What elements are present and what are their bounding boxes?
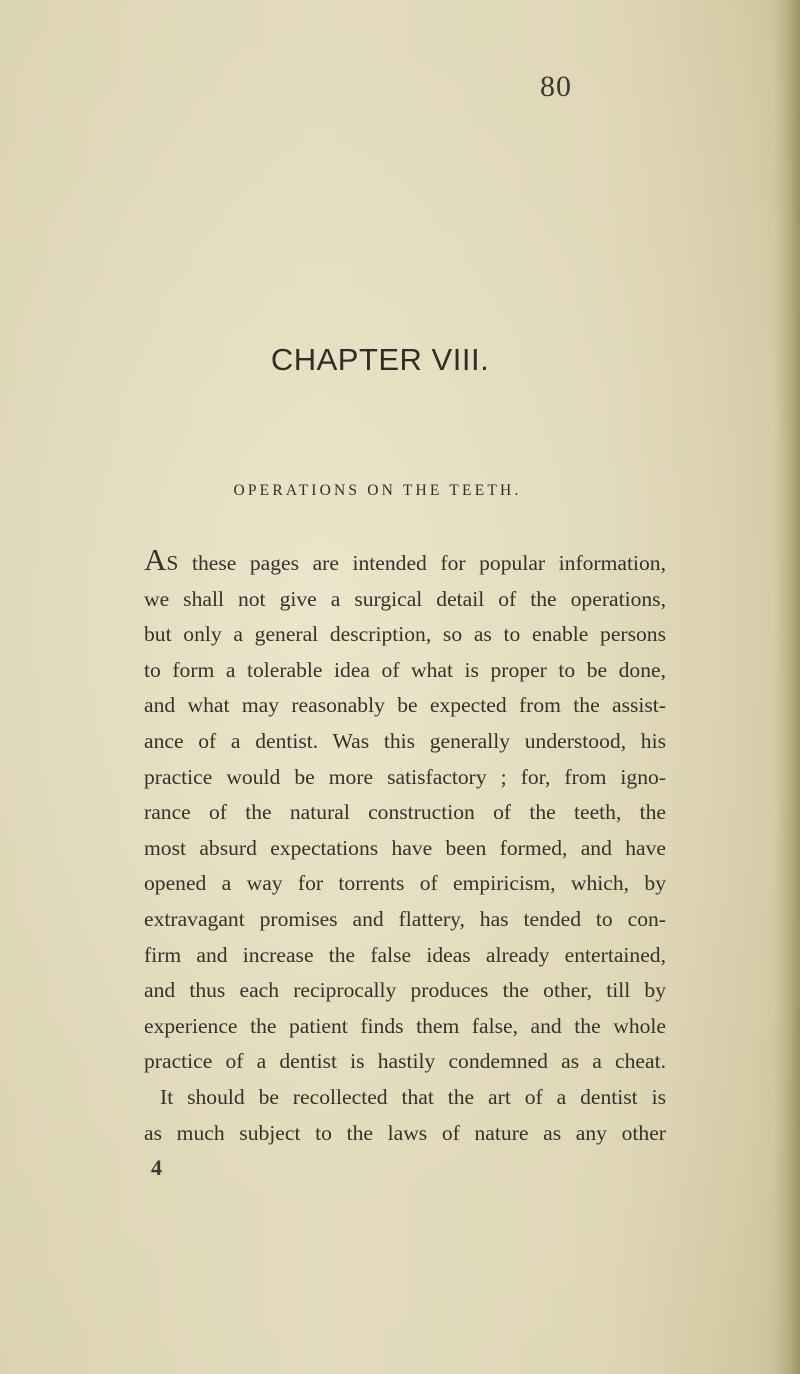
- text-line: and what may reasonably be expected from the assist-: [144, 693, 666, 718]
- text-line: ance of a dentist. Was this generally understood, his: [144, 728, 666, 753]
- text-line: but only a general description, so as to enable persons: [144, 622, 666, 647]
- text-line: firm and increase the false ideas already entertained,: [144, 942, 666, 967]
- text-line: as much subject to the laws of nature as any other: [144, 1120, 666, 1145]
- chapter-title: CHAPTER VIII.: [270, 342, 490, 377]
- text-line: to form a tolerable idea of what is proper to be done,: [144, 657, 666, 682]
- body-paragraph: [144, 544, 666, 1151]
- text-line: most absurd expectations have been formed, and have: [144, 835, 666, 860]
- chapter-subtitle: OPERATIONS ON THE TEETH.: [233, 482, 522, 499]
- page-edge-shadow: [774, 0, 800, 1374]
- text-line: experience the patient finds them false, and the whole: [144, 1013, 666, 1038]
- text-line: It should be recollected that the art of a dentist is: [160, 1084, 666, 1109]
- text-line: rance of the natural construction of the teeth, the: [144, 800, 666, 825]
- text-line: opened a way for torrents of empiricism, which, by: [144, 871, 666, 896]
- page-number: 80: [540, 70, 572, 103]
- text-line-content: S these pages are intended for popular information,: [166, 551, 666, 575]
- text-line: and thus each reciprocally produces the other, till by: [144, 978, 666, 1003]
- text-line: practice would be more satisfactory ; for, from igno-: [144, 764, 666, 789]
- text-line: we shall not give a surgical detail of the operations,: [144, 586, 666, 611]
- signature-mark: 4: [151, 1155, 162, 1180]
- initial-letter: A: [144, 542, 167, 577]
- text-line: extravagant promises and flattery, has tended to con-: [144, 906, 666, 931]
- text-line: practice of a dentist is hastily condemned as a cheat.: [144, 1049, 666, 1074]
- text-line: [144, 544, 666, 582]
